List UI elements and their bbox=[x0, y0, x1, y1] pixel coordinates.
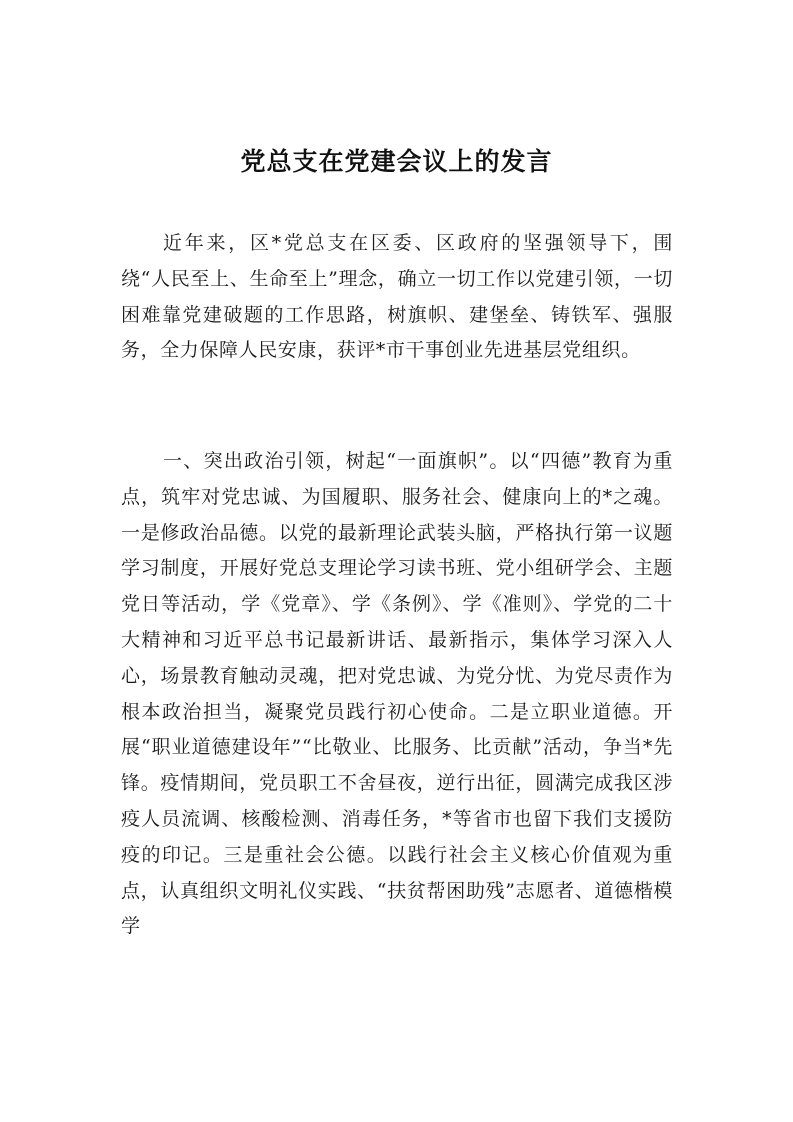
paragraph-section-one: 一、突出政治引领，树起“一面旗帜”。以“四德”教育为重点，筑牢对党忠诚、为国履职、服务社会、健康向上的*之魂。一是修政治品德。以党的最新理论武装头脑，严格执行第一议题学习制度，开展好党总支理论学习读书班、党小组研学会、主题党日等活动，学《党章》、学《条例》、学《准则》、学党的二十大精神和习近平总书记最新讲话、最新指示，集体学习深入人心，场景教育触动灵魂，把对党忠诚、为党分忧、为党尽责作为根本政治担当，凝聚党员践行初心使命。二是立职业道德。开展“职业道德建设年”“比敬业、比服务、比贡献”活动，争当*先锋。疫情期间，党员职工不舍昼夜，逆行出征，圆满完成我区涉疫人员流调、核酸检测、消毒任务，*等省市也留下我们支援防疫的印记。三是重社会公德。以践行社会主义核心价值观为重点，认真组织文明礼仪实践、“扶贫帮困助残”志愿者、道德楷模学 bbox=[121, 450, 673, 938]
paragraph-intro: 近年来，区*党总支在区委、区政府的坚强领导下，围绕“人民至上、生命至上”理念，确立一切工作以党建引领，一切困难靠党建破题的工作思路，树旗帜、建堡垒、铸铁军、强服务，全力保障人民安康，获评*市干事创业先进基层党组织。 bbox=[121, 232, 673, 362]
document-title: 党总支在党建会议上的发言 bbox=[240, 146, 553, 176]
